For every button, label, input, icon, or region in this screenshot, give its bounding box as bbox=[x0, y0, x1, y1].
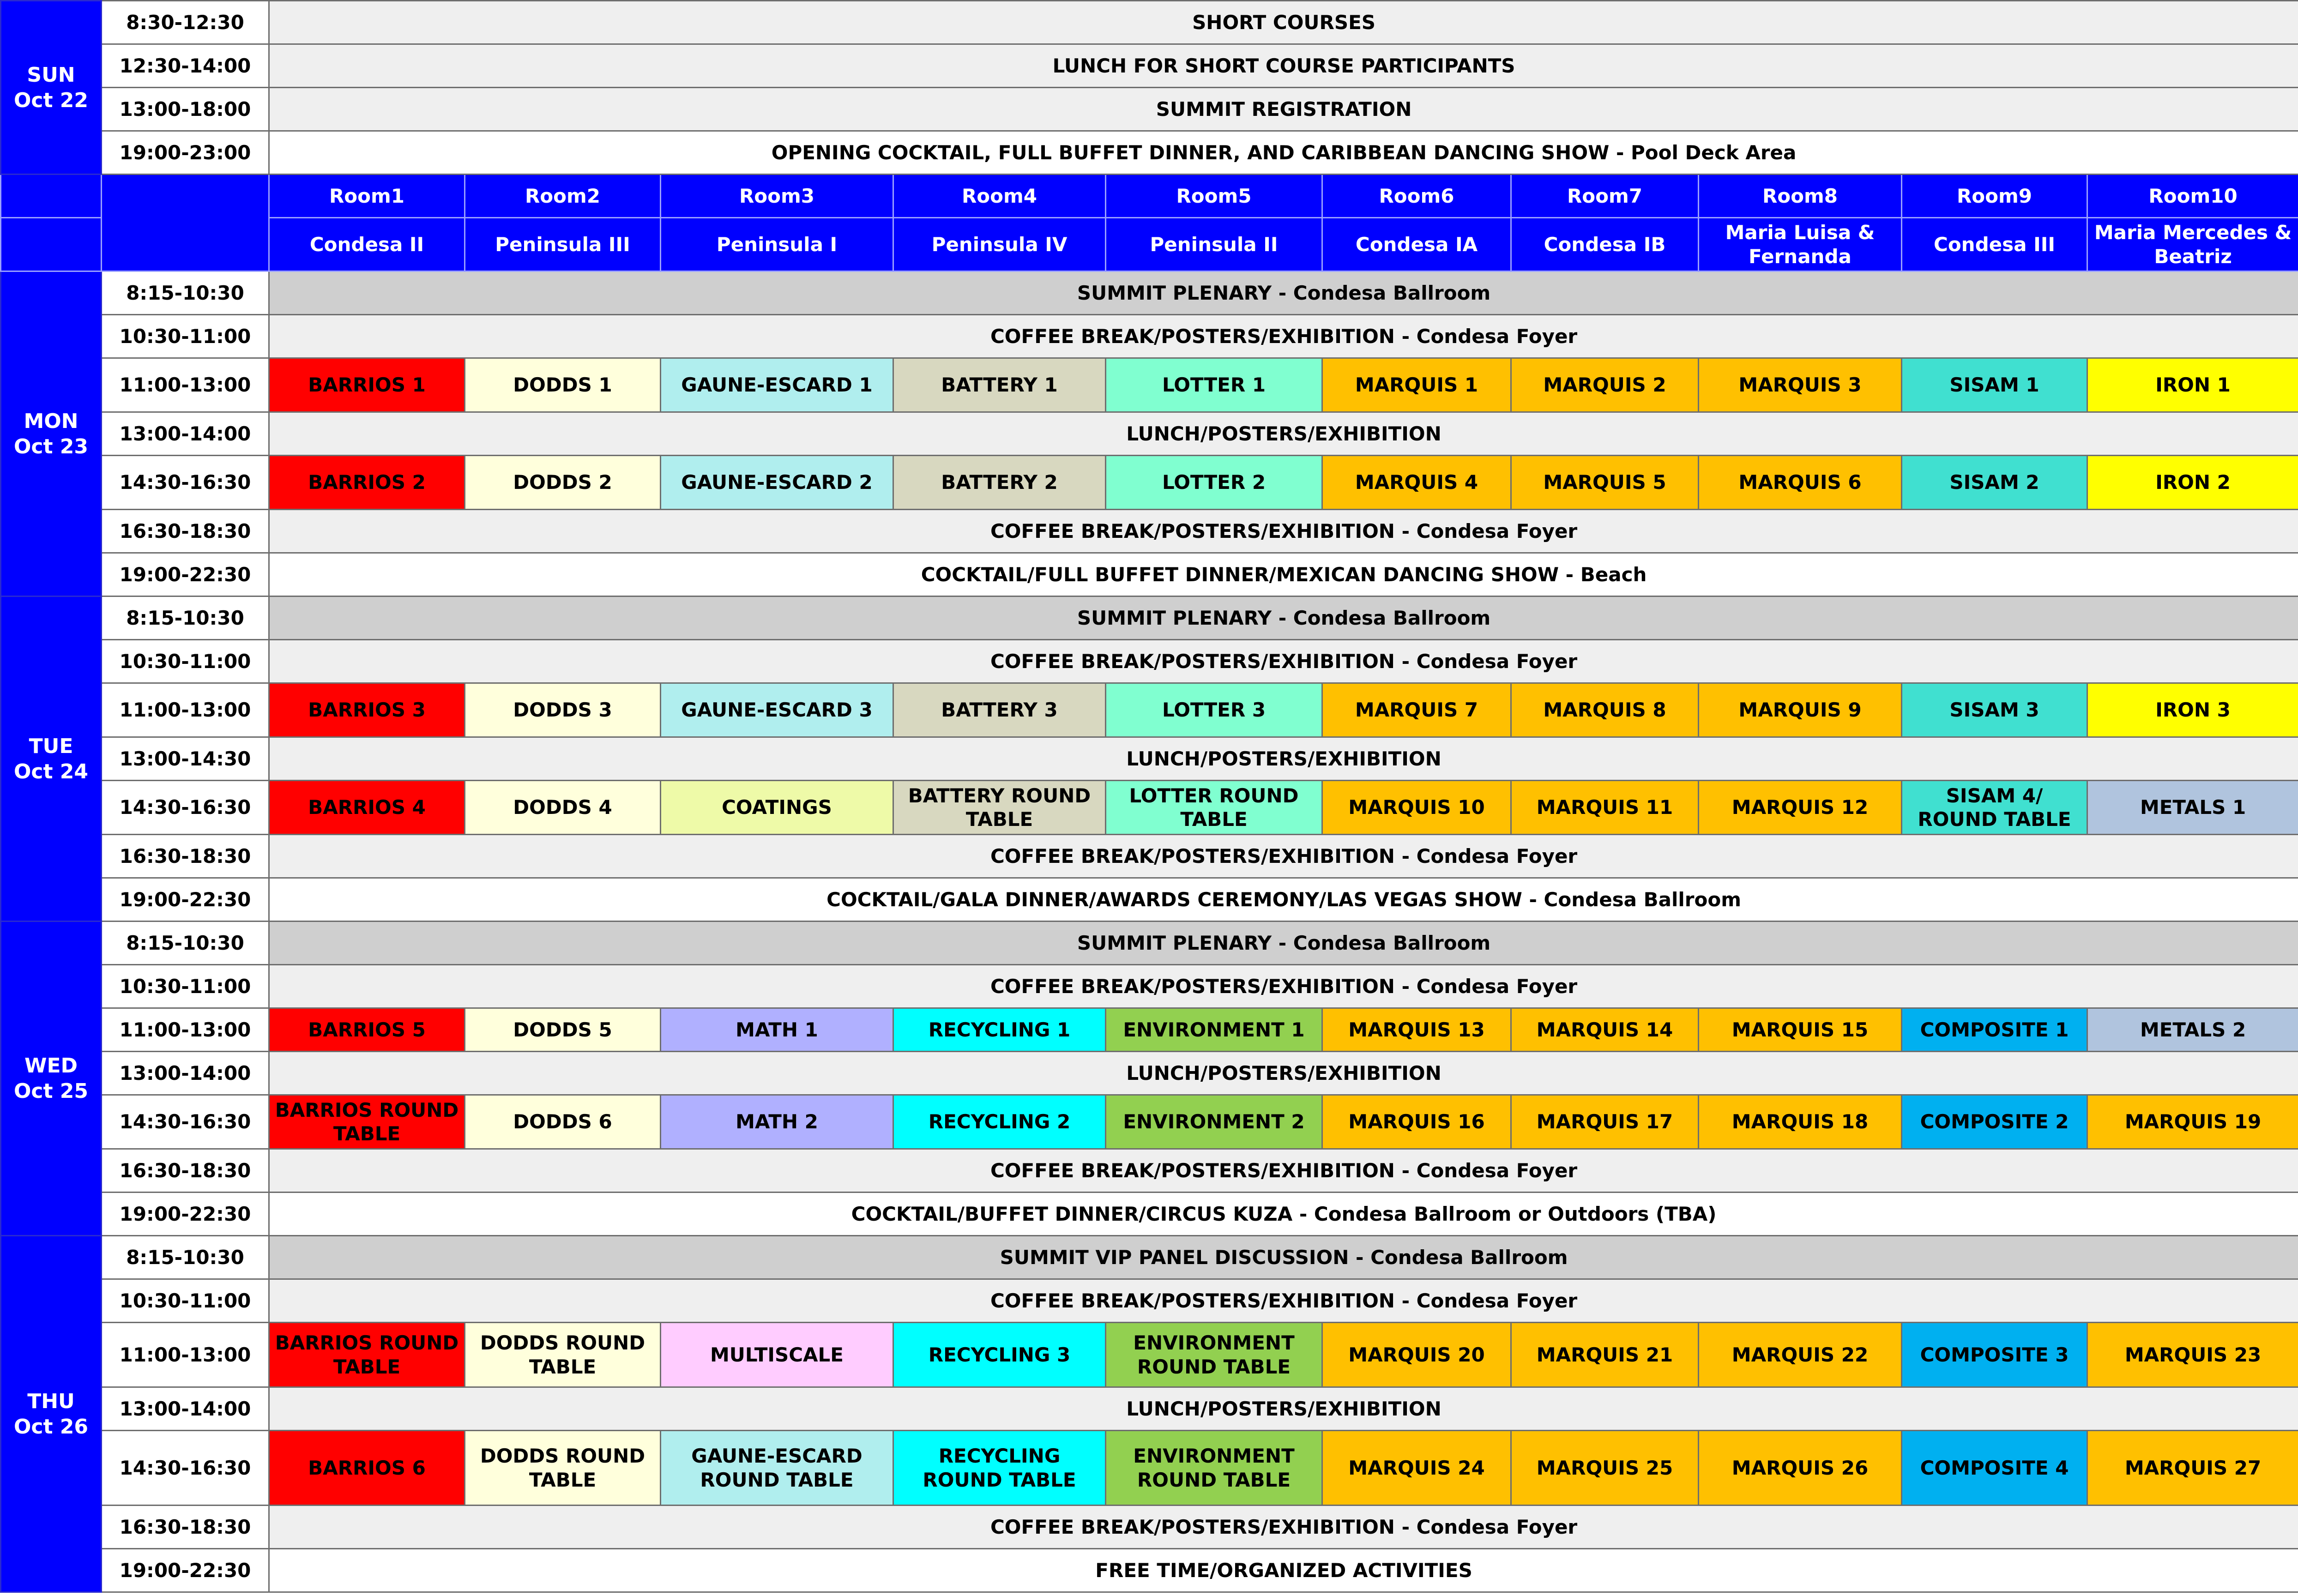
session-marquis-1: MARQUIS 1 bbox=[1322, 358, 1511, 412]
session-marquis-9: MARQUIS 9 bbox=[1699, 683, 1902, 737]
venue-header-maria-mercedes-beatriz: Maria Mercedes & Beatriz bbox=[2087, 218, 2298, 271]
session-environment-round-table: ENVIRONMENT ROUND TABLE bbox=[1106, 1323, 1322, 1387]
session-recycling-1: RECYCLING 1 bbox=[893, 1008, 1106, 1052]
schedule-row bbox=[1, 456, 2298, 510]
session-battery-2: BATTERY 2 bbox=[893, 456, 1106, 510]
session-marquis-8: MARQUIS 8 bbox=[1511, 683, 1699, 737]
event-free-time-organized-activities: FREE TIME/ORGANIZED ACTIVITIES bbox=[269, 1549, 2298, 1592]
day-date: Oct 26 bbox=[13, 1415, 89, 1439]
venue-header-peninsula-i: Peninsula I bbox=[661, 218, 893, 271]
event-opening-cocktail-full-buffet-dinner-and-: OPENING COCKTAIL, FULL BUFFET DINNER, AND CARIBBEAN DANCING SHOW - Pool Deck Area bbox=[269, 131, 2298, 175]
session-recycling-round-table: RECYCLING ROUND TABLE bbox=[893, 1431, 1106, 1506]
event-coffee-break-posters-exhibition-condesa-: COFFEE BREAK/POSTERS/EXHIBITION - Condesa Foyer bbox=[269, 1279, 2298, 1323]
schedule-row bbox=[1, 1095, 2298, 1149]
session-barrios-5: BARRIOS 5 bbox=[269, 1008, 465, 1052]
session-barrios-6: BARRIOS 6 bbox=[269, 1431, 465, 1506]
schedule-row bbox=[1, 1236, 2298, 1279]
session-environment-round-table: ENVIRONMENT ROUND TABLE bbox=[1106, 1431, 1322, 1506]
session-sisam-3: SISAM 3 bbox=[1902, 683, 2087, 737]
session-marquis-3: MARQUIS 3 bbox=[1699, 358, 1902, 412]
room-header-room8: Room8 bbox=[1699, 175, 1902, 218]
time-slot: 8:15-10:30 bbox=[102, 271, 269, 315]
time-slot: 19:00-23:00 bbox=[102, 131, 269, 175]
session-composite-4: COMPOSITE 4 bbox=[1902, 1431, 2087, 1506]
session-iron-1: IRON 1 bbox=[2087, 358, 2298, 412]
day-name: SUN bbox=[27, 63, 75, 87]
room-header-room7: Room7 bbox=[1511, 175, 1699, 218]
session-math-2: MATH 2 bbox=[661, 1095, 893, 1149]
event-summit-registration: SUMMIT REGISTRATION bbox=[269, 88, 2298, 131]
time-slot: 8:30-12:30 bbox=[102, 1, 269, 44]
schedule-row bbox=[1, 737, 2298, 781]
session-marquis-11: MARQUIS 11 bbox=[1511, 781, 1699, 835]
session-marquis-10: MARQUIS 10 bbox=[1322, 781, 1511, 835]
schedule-row bbox=[1, 315, 2298, 358]
session-composite-3: COMPOSITE 3 bbox=[1902, 1323, 2087, 1387]
schedule-row bbox=[1, 835, 2298, 878]
session-battery-round-table: BATTERY ROUND TABLE bbox=[893, 781, 1106, 835]
session-battery-3: BATTERY 3 bbox=[893, 683, 1106, 737]
session-marquis-23: MARQUIS 23 bbox=[2087, 1323, 2298, 1387]
time-slot: 19:00-22:30 bbox=[102, 1549, 269, 1592]
event-coffee-break-posters-exhibition-condesa-: COFFEE BREAK/POSTERS/EXHIBITION - Condesa Foyer bbox=[269, 640, 2298, 683]
schedule-row bbox=[1, 1, 2298, 44]
session-marquis-25: MARQUIS 25 bbox=[1511, 1431, 1699, 1506]
room-header-room6: Room6 bbox=[1322, 175, 1511, 218]
event-coffee-break-posters-exhibition-condesa-: COFFEE BREAK/POSTERS/EXHIBITION - Condesa Foyer bbox=[269, 1149, 2298, 1192]
time-slot: 16:30-18:30 bbox=[102, 1506, 269, 1549]
session-dodds-2: DODDS 2 bbox=[465, 456, 661, 510]
schedule-row bbox=[1, 1149, 2298, 1192]
session-marquis-16: MARQUIS 16 bbox=[1322, 1095, 1511, 1149]
room-header-room4: Room4 bbox=[893, 175, 1106, 218]
session-marquis-17: MARQUIS 17 bbox=[1511, 1095, 1699, 1149]
session-marquis-2: MARQUIS 2 bbox=[1511, 358, 1699, 412]
event-lunch-posters-exhibition: LUNCH/POSTERS/EXHIBITION bbox=[269, 412, 2298, 456]
schedule-row bbox=[1, 510, 2298, 553]
session-composite-1: COMPOSITE 1 bbox=[1902, 1008, 2087, 1052]
day-label-cell bbox=[1, 1236, 102, 1592]
schedule-row bbox=[1, 88, 2298, 131]
schedule-row bbox=[1, 131, 2298, 175]
session-sisam-4-round-table: SISAM 4/ ROUND TABLE bbox=[1902, 781, 2087, 835]
session-marquis-19: MARQUIS 19 bbox=[2087, 1095, 2298, 1149]
event-lunch-posters-exhibition: LUNCH/POSTERS/EXHIBITION bbox=[269, 737, 2298, 781]
schedule-row bbox=[1, 1549, 2298, 1592]
session-sisam-1: SISAM 1 bbox=[1902, 358, 2087, 412]
session-marquis-27: MARQUIS 27 bbox=[2087, 1431, 2298, 1506]
venue-header-maria-luisa-fernanda: Maria Luisa & Fernanda bbox=[1699, 218, 1902, 271]
time-slot: 16:30-18:30 bbox=[102, 510, 269, 553]
day-label-cell bbox=[1, 596, 102, 921]
venue-header-condesa-iii: Condesa III bbox=[1902, 218, 2087, 271]
session-dodds-5: DODDS 5 bbox=[465, 1008, 661, 1052]
session-dodds-4: DODDS 4 bbox=[465, 781, 661, 835]
room-header-room10: Room10 bbox=[2087, 175, 2298, 218]
session-gaune-escard-2: GAUNE-ESCARD 2 bbox=[661, 456, 893, 510]
schedule-row bbox=[1, 921, 2298, 965]
schedule-body bbox=[1, 1, 2298, 1592]
session-sisam-2: SISAM 2 bbox=[1902, 456, 2087, 510]
session-dodds-round-table: DODDS ROUND TABLE bbox=[465, 1431, 661, 1506]
session-environment-1: ENVIRONMENT 1 bbox=[1106, 1008, 1322, 1052]
day-name: TUE bbox=[29, 734, 73, 758]
session-gaune-escard-1: GAUNE-ESCARD 1 bbox=[661, 358, 893, 412]
room-header-room1: Room1 bbox=[269, 175, 465, 218]
event-summit-plenary-condesa-ballroom: SUMMIT PLENARY - Condesa Ballroom bbox=[269, 596, 2298, 640]
session-dodds-round-table: DODDS ROUND TABLE bbox=[465, 1323, 661, 1387]
time-slot: 10:30-11:00 bbox=[102, 315, 269, 358]
session-multiscale: MULTISCALE bbox=[661, 1323, 893, 1387]
day-date: Oct 22 bbox=[13, 88, 89, 112]
event-coffee-break-posters-exhibition-condesa-: COFFEE BREAK/POSTERS/EXHIBITION - Condesa Foyer bbox=[269, 835, 2298, 878]
time-slot: 14:30-16:30 bbox=[102, 1431, 269, 1506]
session-recycling-2: RECYCLING 2 bbox=[893, 1095, 1106, 1149]
schedule-row bbox=[1, 44, 2298, 88]
session-barrios-4: BARRIOS 4 bbox=[269, 781, 465, 835]
event-summit-plenary-condesa-ballroom: SUMMIT PLENARY - Condesa Ballroom bbox=[269, 921, 2298, 965]
venue-header-peninsula-iii: Peninsula III bbox=[465, 218, 661, 271]
event-cocktail-buffet-dinner-circus-kuza-conde: COCKTAIL/BUFFET DINNER/CIRCUS KUZA - Condesa Ballroom or Outdoors (TBA) bbox=[269, 1192, 2298, 1236]
schedule-row bbox=[1, 553, 2298, 596]
session-lotter-1: LOTTER 1 bbox=[1106, 358, 1322, 412]
time-slot: 13:00-14:00 bbox=[102, 1387, 269, 1431]
schedule-row bbox=[1, 1431, 2298, 1506]
header-day-blank bbox=[1, 175, 102, 218]
session-barrios-round-table: BARRIOS ROUND TABLE bbox=[269, 1095, 465, 1149]
schedule-row bbox=[1, 781, 2298, 835]
time-slot: 19:00-22:30 bbox=[102, 1192, 269, 1236]
time-slot: 11:00-13:00 bbox=[102, 1008, 269, 1052]
session-marquis-7: MARQUIS 7 bbox=[1322, 683, 1511, 737]
time-slot: 19:00-22:30 bbox=[102, 553, 269, 596]
schedule-row bbox=[1, 412, 2298, 456]
time-slot: 14:30-16:30 bbox=[102, 456, 269, 510]
session-barrios-round-table: BARRIOS ROUND TABLE bbox=[269, 1323, 465, 1387]
time-slot: 11:00-13:00 bbox=[102, 1323, 269, 1387]
event-coffee-break-posters-exhibition-condesa-: COFFEE BREAK/POSTERS/EXHIBITION - Condesa Foyer bbox=[269, 965, 2298, 1008]
event-lunch-posters-exhibition: LUNCH/POSTERS/EXHIBITION bbox=[269, 1052, 2298, 1095]
schedule-row bbox=[1, 878, 2298, 921]
schedule-row bbox=[1, 965, 2298, 1008]
session-metals-2: METALS 2 bbox=[2087, 1008, 2298, 1052]
session-marquis-6: MARQUIS 6 bbox=[1699, 456, 1902, 510]
schedule-row bbox=[1, 640, 2298, 683]
session-barrios-3: BARRIOS 3 bbox=[269, 683, 465, 737]
session-marquis-22: MARQUIS 22 bbox=[1699, 1323, 1902, 1387]
venue-header-row bbox=[1, 218, 2298, 271]
time-slot: 16:30-18:30 bbox=[102, 835, 269, 878]
schedule-row bbox=[1, 596, 2298, 640]
schedule-row bbox=[1, 1506, 2298, 1549]
day-label-cell bbox=[1, 1, 102, 175]
event-cocktail-full-buffet-dinner-mexican-danc: COCKTAIL/FULL BUFFET DINNER/MEXICAN DANCING SHOW - Beach bbox=[269, 553, 2298, 596]
venue-header-condesa-ia: Condesa IA bbox=[1322, 218, 1511, 271]
session-lotter-3: LOTTER 3 bbox=[1106, 683, 1322, 737]
day-date: Oct 23 bbox=[13, 434, 89, 458]
time-slot: 12:30-14:00 bbox=[102, 44, 269, 88]
time-slot: 13:00-14:00 bbox=[102, 1052, 269, 1095]
time-slot: 13:00-18:00 bbox=[102, 88, 269, 131]
event-coffee-break-posters-exhibition-condesa-: COFFEE BREAK/POSTERS/EXHIBITION - Condesa Foyer bbox=[269, 510, 2298, 553]
time-slot: 10:30-11:00 bbox=[102, 965, 269, 1008]
session-recycling-3: RECYCLING 3 bbox=[893, 1323, 1106, 1387]
event-lunch-for-short-course-participants: LUNCH FOR SHORT COURSE PARTICIPANTS bbox=[269, 44, 2298, 88]
venue-header-condesa-ib: Condesa IB bbox=[1511, 218, 1699, 271]
venue-header-peninsula-iv: Peninsula IV bbox=[893, 218, 1106, 271]
time-slot: 13:00-14:30 bbox=[102, 737, 269, 781]
session-dodds-6: DODDS 6 bbox=[465, 1095, 661, 1149]
time-slot: 10:30-11:00 bbox=[102, 1279, 269, 1323]
session-iron-3: IRON 3 bbox=[2087, 683, 2298, 737]
room-header-room9: Room9 bbox=[1902, 175, 2087, 218]
session-barrios-2: BARRIOS 2 bbox=[269, 456, 465, 510]
time-slot: 19:00-22:30 bbox=[102, 878, 269, 921]
time-slot: 11:00-13:00 bbox=[102, 358, 269, 412]
session-environment-2: ENVIRONMENT 2 bbox=[1106, 1095, 1322, 1149]
time-slot: 8:15-10:30 bbox=[102, 1236, 269, 1279]
event-cocktail-gala-dinner-awards-ceremony-las: COCKTAIL/GALA DINNER/AWARDS CEREMONY/LAS VEGAS SHOW - Condesa Ballroom bbox=[269, 878, 2298, 921]
session-battery-1: BATTERY 1 bbox=[893, 358, 1106, 412]
session-lotter-round-table: LOTTER ROUND TABLE bbox=[1106, 781, 1322, 835]
session-coatings: COATINGS bbox=[661, 781, 893, 835]
session-iron-2: IRON 2 bbox=[2087, 456, 2298, 510]
event-coffee-break-posters-exhibition-condesa-: COFFEE BREAK/POSTERS/EXHIBITION - Condesa Foyer bbox=[269, 315, 2298, 358]
day-label-cell bbox=[1, 921, 102, 1236]
session-gaune-escard-round-table: GAUNE-ESCARD ROUND TABLE bbox=[661, 1431, 893, 1506]
time-slot: 14:30-16:30 bbox=[102, 781, 269, 835]
time-slot: 10:30-11:00 bbox=[102, 640, 269, 683]
room-header-room5: Room5 bbox=[1106, 175, 1322, 218]
session-marquis-13: MARQUIS 13 bbox=[1322, 1008, 1511, 1052]
day-date: Oct 25 bbox=[13, 1079, 89, 1103]
day-name: THU bbox=[27, 1389, 75, 1413]
event-short-courses: SHORT COURSES bbox=[269, 1, 2298, 44]
header-time-blank bbox=[102, 175, 269, 271]
schedule-row bbox=[1, 1279, 2298, 1323]
room-header-room2: Room2 bbox=[465, 175, 661, 218]
schedule-row bbox=[1, 1323, 2298, 1387]
session-marquis-15: MARQUIS 15 bbox=[1699, 1008, 1902, 1052]
schedule-row bbox=[1, 358, 2298, 412]
venue-header-condesa-ii: Condesa II bbox=[269, 218, 465, 271]
session-marquis-12: MARQUIS 12 bbox=[1699, 781, 1902, 835]
time-slot: 16:30-18:30 bbox=[102, 1149, 269, 1192]
session-marquis-5: MARQUIS 5 bbox=[1511, 456, 1699, 510]
room-header-row bbox=[1, 175, 2298, 218]
session-gaune-escard-3: GAUNE-ESCARD 3 bbox=[661, 683, 893, 737]
session-marquis-20: MARQUIS 20 bbox=[1322, 1323, 1511, 1387]
time-slot: 8:15-10:30 bbox=[102, 596, 269, 640]
session-marquis-18: MARQUIS 18 bbox=[1699, 1095, 1902, 1149]
time-slot: 14:30-16:30 bbox=[102, 1095, 269, 1149]
session-lotter-2: LOTTER 2 bbox=[1106, 456, 1322, 510]
time-slot: 11:00-13:00 bbox=[102, 683, 269, 737]
session-math-1: MATH 1 bbox=[661, 1008, 893, 1052]
session-marquis-4: MARQUIS 4 bbox=[1322, 456, 1511, 510]
day-date: Oct 24 bbox=[13, 759, 89, 783]
venue-header-peninsula-ii: Peninsula II bbox=[1106, 218, 1322, 271]
day-name: MON bbox=[24, 409, 78, 433]
event-summit-vip-panel-discussion-condesa-ball: SUMMIT VIP PANEL DISCUSSION - Condesa Ballroom bbox=[269, 1236, 2298, 1279]
event-summit-plenary-condesa-ballroom: SUMMIT PLENARY - Condesa Ballroom bbox=[269, 271, 2298, 315]
schedule-row bbox=[1, 1192, 2298, 1236]
schedule-row bbox=[1, 1008, 2298, 1052]
session-marquis-24: MARQUIS 24 bbox=[1322, 1431, 1511, 1506]
session-marquis-14: MARQUIS 14 bbox=[1511, 1008, 1699, 1052]
day-label-cell bbox=[1, 271, 102, 596]
schedule-row bbox=[1, 271, 2298, 315]
schedule-row bbox=[1, 1052, 2298, 1095]
day-name: WED bbox=[24, 1054, 78, 1078]
session-marquis-21: MARQUIS 21 bbox=[1511, 1323, 1699, 1387]
room-header-room3: Room3 bbox=[661, 175, 893, 218]
event-coffee-break-posters-exhibition-condesa-: COFFEE BREAK/POSTERS/EXHIBITION - Condesa Foyer bbox=[269, 1506, 2298, 1549]
session-barrios-1: BARRIOS 1 bbox=[269, 358, 465, 412]
schedule-row bbox=[1, 1387, 2298, 1431]
time-slot: 8:15-10:30 bbox=[102, 921, 269, 965]
event-lunch-posters-exhibition: LUNCH/POSTERS/EXHIBITION bbox=[269, 1387, 2298, 1431]
session-dodds-3: DODDS 3 bbox=[465, 683, 661, 737]
session-composite-2: COMPOSITE 2 bbox=[1902, 1095, 2087, 1149]
session-marquis-26: MARQUIS 26 bbox=[1699, 1431, 1902, 1506]
session-metals-1: METALS 1 bbox=[2087, 781, 2298, 835]
time-slot: 13:00-14:00 bbox=[102, 412, 269, 456]
header-day-blank bbox=[1, 218, 102, 271]
schedule-row bbox=[1, 683, 2298, 737]
session-dodds-1: DODDS 1 bbox=[465, 358, 661, 412]
